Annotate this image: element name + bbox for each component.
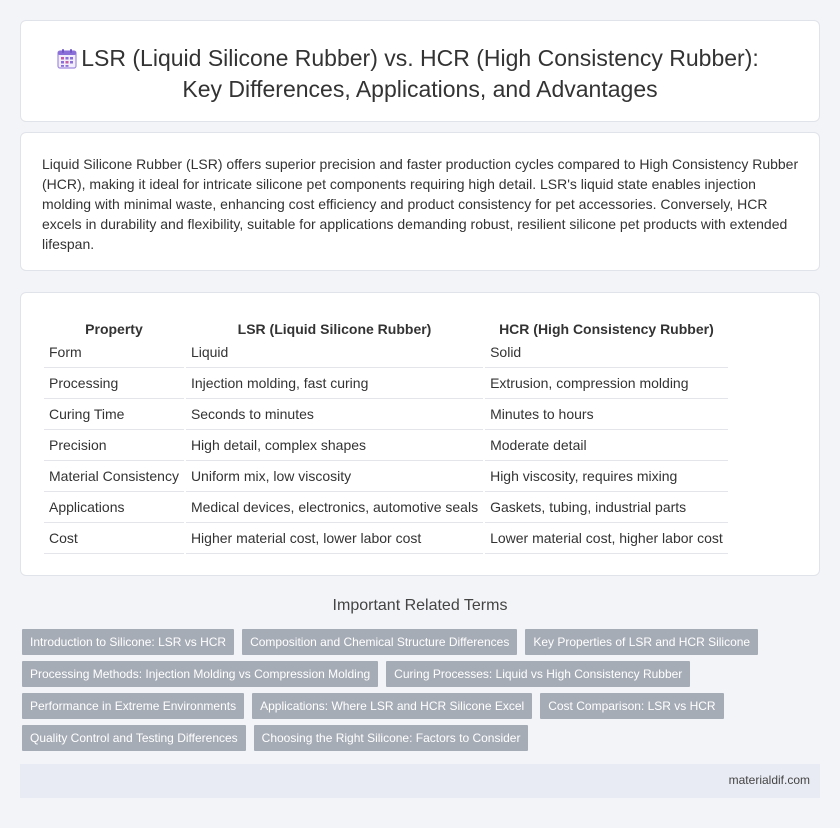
- tag-link[interactable]: Applications: Where LSR and HCR Silicone Excel: [252, 693, 532, 719]
- table-cell-property: Processing: [44, 368, 184, 399]
- table-cell-hcr: Gaskets, tubing, industrial parts: [485, 492, 728, 523]
- tag-link[interactable]: Performance in Extreme Environments: [22, 693, 244, 719]
- table-cell-lsr: Higher material cost, lower labor cost: [186, 523, 483, 554]
- footer-bar: [20, 764, 820, 798]
- table-header-property: Property: [85, 321, 143, 337]
- comparison-table-card: [20, 292, 820, 576]
- table-cell-property: Curing Time: [44, 399, 184, 430]
- tag-link[interactable]: Quality Control and Testing Differences: [22, 725, 246, 751]
- tag-row: [22, 693, 822, 719]
- tag-link[interactable]: Cost Comparison: LSR vs HCR: [540, 693, 723, 719]
- tag-link[interactable]: Processing Methods: Injection Molding vs Compression Molding: [22, 661, 378, 687]
- tag-link[interactable]: Composition and Chemical Structure Differences: [242, 629, 517, 655]
- comparison-table: [42, 314, 730, 554]
- table-row: [44, 368, 728, 399]
- tag-row: [22, 661, 822, 687]
- table-row: [44, 337, 728, 368]
- table-cell-property: Applications: [44, 492, 184, 523]
- table-header-row: [44, 314, 728, 337]
- page-title: [21, 43, 819, 105]
- header-card: [20, 20, 820, 122]
- tag-row: [22, 629, 822, 655]
- table-cell-hcr: Lower material cost, higher labor cost: [485, 523, 728, 554]
- table-cell-property: Material Consistency: [44, 461, 184, 492]
- table-cell-property: Precision: [44, 430, 184, 461]
- table-cell-lsr: High detail, complex shapes: [186, 430, 483, 461]
- table-cell-property: Cost: [44, 523, 184, 554]
- table-row: [44, 399, 728, 430]
- tag-row: [22, 725, 822, 751]
- intro-card: [20, 132, 820, 271]
- table-cell-lsr: Medical devices, electronics, automotive seals: [186, 492, 483, 523]
- table-header-hcr: HCR (High Consistency Rubber): [499, 321, 714, 337]
- intro-paragraph: Liquid Silicone Rubber (LSR) offers superior precision and faster production cycles compared to High Consistency Rubber (HCR), making it ideal for intricate silicone pet components requiring high detail. LSR's liquid state enables injection molding with minimal waste, enhancing cost efficiency and product consistency for pet accessories. Conversely, HCR excels in durability and flexibility, suitable for applications demanding robust, resilient silicone pet products with extended lifespan.: [42, 156, 799, 252]
- table-row: [44, 461, 728, 492]
- table-cell-lsr: Uniform mix, low viscosity: [186, 461, 483, 492]
- page-title-line-1: LSR (Liquid Silicone Rubber) vs. HCR (High Consistency Rubber):: [81, 45, 759, 71]
- related-terms-list: [22, 629, 822, 757]
- tag-link[interactable]: Curing Processes: Liquid vs High Consistency Rubber: [386, 661, 690, 687]
- table-cell-hcr: Solid: [485, 337, 728, 368]
- table-cell-hcr: Extrusion, compression molding: [485, 368, 728, 399]
- table-cell-hcr: Minutes to hours: [485, 399, 728, 430]
- tag-link[interactable]: Introduction to Silicone: LSR vs HCR: [22, 629, 234, 655]
- table-cell-lsr: Injection molding, fast curing: [186, 368, 483, 399]
- table-row: [44, 492, 728, 523]
- page-title-line-2: Key Differences, Applications, and Advantages: [182, 76, 658, 102]
- table-cell-hcr: Moderate detail: [485, 430, 728, 461]
- table-cell-hcr: High viscosity, requires mixing: [485, 461, 728, 492]
- footer-site-link[interactable]: materialdif.com: [728, 773, 810, 787]
- table-cell-property: Form: [44, 337, 184, 368]
- tag-link[interactable]: Choosing the Right Silicone: Factors to Consider: [254, 725, 529, 751]
- table-row: [44, 430, 728, 461]
- related-terms-heading: Important Related Terms: [332, 597, 508, 614]
- table-row: [44, 523, 728, 554]
- table-cell-lsr: Seconds to minutes: [186, 399, 483, 430]
- table-cell-lsr: Liquid: [186, 337, 483, 368]
- table-header-lsr: LSR (Liquid Silicone Rubber): [237, 321, 432, 337]
- tag-link[interactable]: Key Properties of LSR and HCR Silicone: [525, 629, 758, 655]
